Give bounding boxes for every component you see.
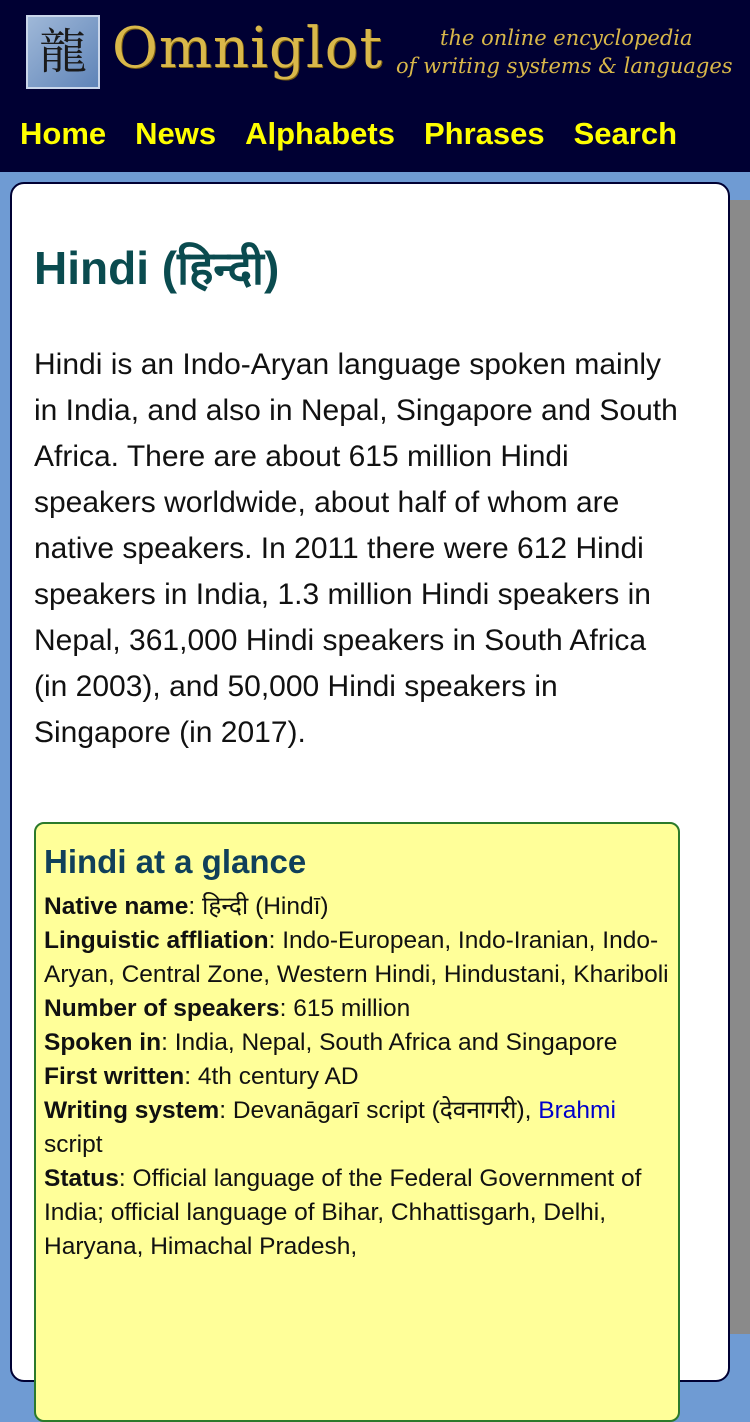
- glance-value: 615 million: [293, 995, 411, 1022]
- glance-affiliation: Linguistic affliation: Indo-European, Indo-Iranian, Indo-Aryan, Central Zone, Western Hindi, Hindustani, Khariboli: [44, 927, 669, 988]
- glance-value: Official language of the Federal Government of India; official language of Bihar, Chhattisgarh, Delhi, Haryana, Himachal Pradesh,: [44, 1165, 642, 1260]
- glance-value: 4th century AD: [197, 1063, 359, 1090]
- nav-search-link[interactable]: Search: [573, 116, 678, 151]
- page-title: Hindi (हिन्दी): [34, 242, 280, 294]
- glance-value: हिन्दी (Hindī): [201, 893, 329, 920]
- nav-home-link[interactable]: Home: [20, 116, 107, 151]
- glance-spoken-in: Spoken in: India, Nepal, South Africa and Singapore: [44, 1029, 618, 1056]
- glance-value: India, Nepal, South Africa and Singapore: [174, 1029, 618, 1056]
- dragon-logo-icon[interactable]: 龍: [26, 15, 100, 89]
- glance-label: Number of speakers: [44, 995, 280, 1022]
- glance-label: Linguistic affliation: [44, 927, 269, 954]
- nav-phrases-link[interactable]: Phrases: [423, 116, 545, 151]
- glance-label: First written: [44, 1063, 185, 1090]
- glance-status: Status: Official language of the Federal Government of India; official language of Bihar, Chhattisgarh, Delhi, Haryana, Himachal Pradesh,: [44, 1165, 642, 1260]
- main-nav: [20, 112, 677, 156]
- glance-native-name: Native name: हिन्दी (Hindī): [44, 893, 329, 920]
- site-banner[interactable]: [0, 0, 750, 100]
- brahmi-link[interactable]: Brahmi: [538, 1097, 616, 1124]
- glance-heading: Hindi at a glance: [44, 843, 307, 880]
- glance-label: Writing system: [44, 1097, 220, 1124]
- site-tagline: [396, 24, 750, 80]
- glance-writing-system: Writing system: Devanāgarī script (देवनागरी), Brahmi script: [44, 1097, 616, 1158]
- nav-news-link[interactable]: News: [135, 116, 217, 151]
- site-header: [0, 0, 750, 172]
- tagline-line-2: of writing systems & languages: [396, 54, 733, 78]
- glance-value: Indo-European, Indo-Iranian, Indo-Aryan, Central Zone, Western Hindi, Hindustani, Khariboli: [44, 927, 669, 988]
- glance-label: Spoken in: [44, 1029, 162, 1056]
- nav-alphabets-link[interactable]: Alphabets: [245, 116, 395, 151]
- glance-value: script: [44, 1131, 103, 1158]
- glance-speakers: Number of speakers: 615 million: [44, 995, 411, 1022]
- glance-label: Native name: [44, 893, 189, 920]
- intro-paragraph: Hindi is an Indo-Aryan language spoken mainly in India, and also in Nepal, Singapore and South Africa. There are about 615 million Hindi speakers worldwide, about half of whom are native speakers. In 2011 there were 612 Hindi speakers in India, 1.3 million Hindi speakers in Nepal, 361,000 Hindi speakers in South Africa (in 2003), and 50,000 Hindi speakers in Singapore (in 2017).: [34, 348, 678, 749]
- content-card: [10, 182, 730, 1382]
- at-a-glance-box: [34, 822, 680, 1422]
- glance-value: Devanāgarī script (देवनागरी),: [232, 1097, 532, 1124]
- glance-first-written: First written: 4th century AD: [44, 1063, 359, 1090]
- site-name[interactable]: Omniglot: [112, 16, 383, 81]
- tagline-line-1: the online encyclopedia: [440, 26, 693, 50]
- card-shadow: [728, 200, 750, 1334]
- glance-label: Status: [44, 1165, 119, 1192]
